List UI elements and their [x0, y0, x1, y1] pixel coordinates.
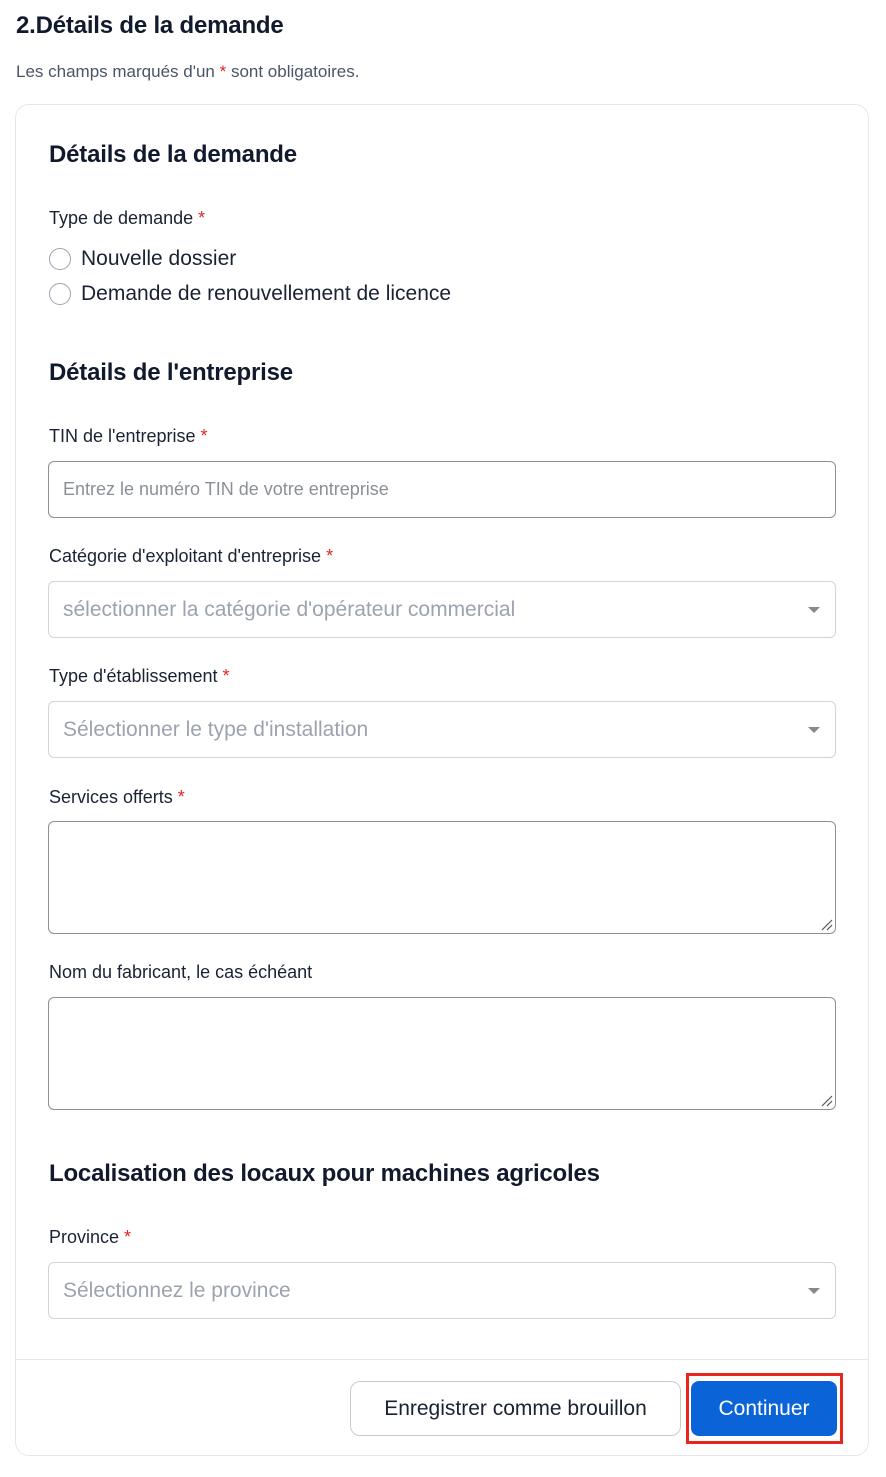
- radio-label-new-file: Nouvelle dossier: [81, 247, 237, 270]
- operator-category-label-text: Catégorie d'exploitant d'entreprise: [49, 546, 322, 566]
- establishment-type-select[interactable]: [48, 701, 836, 758]
- services-offered-textarea[interactable]: [48, 821, 836, 934]
- radio-label-license-renewal: Demande de renouvellement de licence: [81, 282, 452, 305]
- request-section-title: Détails de la demande: [49, 141, 297, 168]
- province-placeholder: Sélectionnez le province: [63, 1278, 291, 1302]
- card-footer-divider: [16, 1359, 868, 1360]
- services-offered-label: [49, 787, 185, 808]
- required-star: *: [124, 1227, 132, 1247]
- chevron-down-icon: [808, 727, 820, 733]
- services-offered-label-text: Services offerts: [49, 787, 173, 807]
- required-star: *: [219, 62, 227, 81]
- request-type-label: [49, 208, 205, 229]
- operator-category-select[interactable]: [48, 581, 836, 638]
- radio-license-renewal[interactable]: [49, 282, 451, 306]
- establishment-type-label: [49, 666, 230, 687]
- required-star: *: [222, 666, 230, 686]
- continue-button[interactable]: Continuer: [691, 1381, 837, 1436]
- required-star: *: [198, 208, 206, 228]
- tin-input[interactable]: [48, 461, 836, 518]
- request-form-card: [15, 104, 869, 1456]
- manufacturer-name-textarea[interactable]: [48, 997, 836, 1110]
- required-note-suffix: sont obligatoires.: [230, 62, 360, 81]
- required-star: *: [200, 426, 208, 446]
- required-star: *: [326, 546, 334, 566]
- tin-label: [49, 426, 208, 447]
- request-type-label-text: Type de demande: [49, 208, 194, 228]
- required-fields-note: [16, 62, 359, 82]
- radio-button[interactable]: [49, 283, 71, 305]
- operator-category-placeholder: sélectionner la catégorie d'opérateur commercial: [63, 597, 516, 621]
- radio-button[interactable]: [49, 248, 71, 270]
- establishment-type-label-text: Type d'établissement: [49, 666, 218, 686]
- establishment-type-placeholder: Sélectionner le type d'installation: [63, 717, 369, 741]
- manufacturer-name-label: Nom du fabricant, le cas échéant: [49, 962, 313, 982]
- radio-new-file[interactable]: [49, 247, 236, 271]
- resize-grip-icon[interactable]: [819, 1093, 833, 1107]
- step-title: 2.Détails de la demande: [16, 12, 284, 39]
- required-star: *: [177, 787, 185, 807]
- province-label: [49, 1227, 131, 1248]
- chevron-down-icon: [808, 607, 820, 613]
- company-section-title: Détails de l'entreprise: [49, 359, 293, 386]
- province-label-text: Province: [49, 1227, 120, 1247]
- save-draft-button[interactable]: Enregistrer comme brouillon: [350, 1381, 681, 1436]
- province-select[interactable]: [48, 1262, 836, 1319]
- tin-label-text: TIN de l'entreprise: [49, 426, 196, 446]
- required-note-prefix: Les champs marqués d'un: [16, 62, 215, 81]
- chevron-down-icon: [808, 1288, 820, 1294]
- resize-grip-icon[interactable]: [819, 917, 833, 931]
- operator-category-label: [49, 546, 333, 567]
- location-section-title: Localisation des locaux pour machines agricoles: [49, 1160, 600, 1187]
